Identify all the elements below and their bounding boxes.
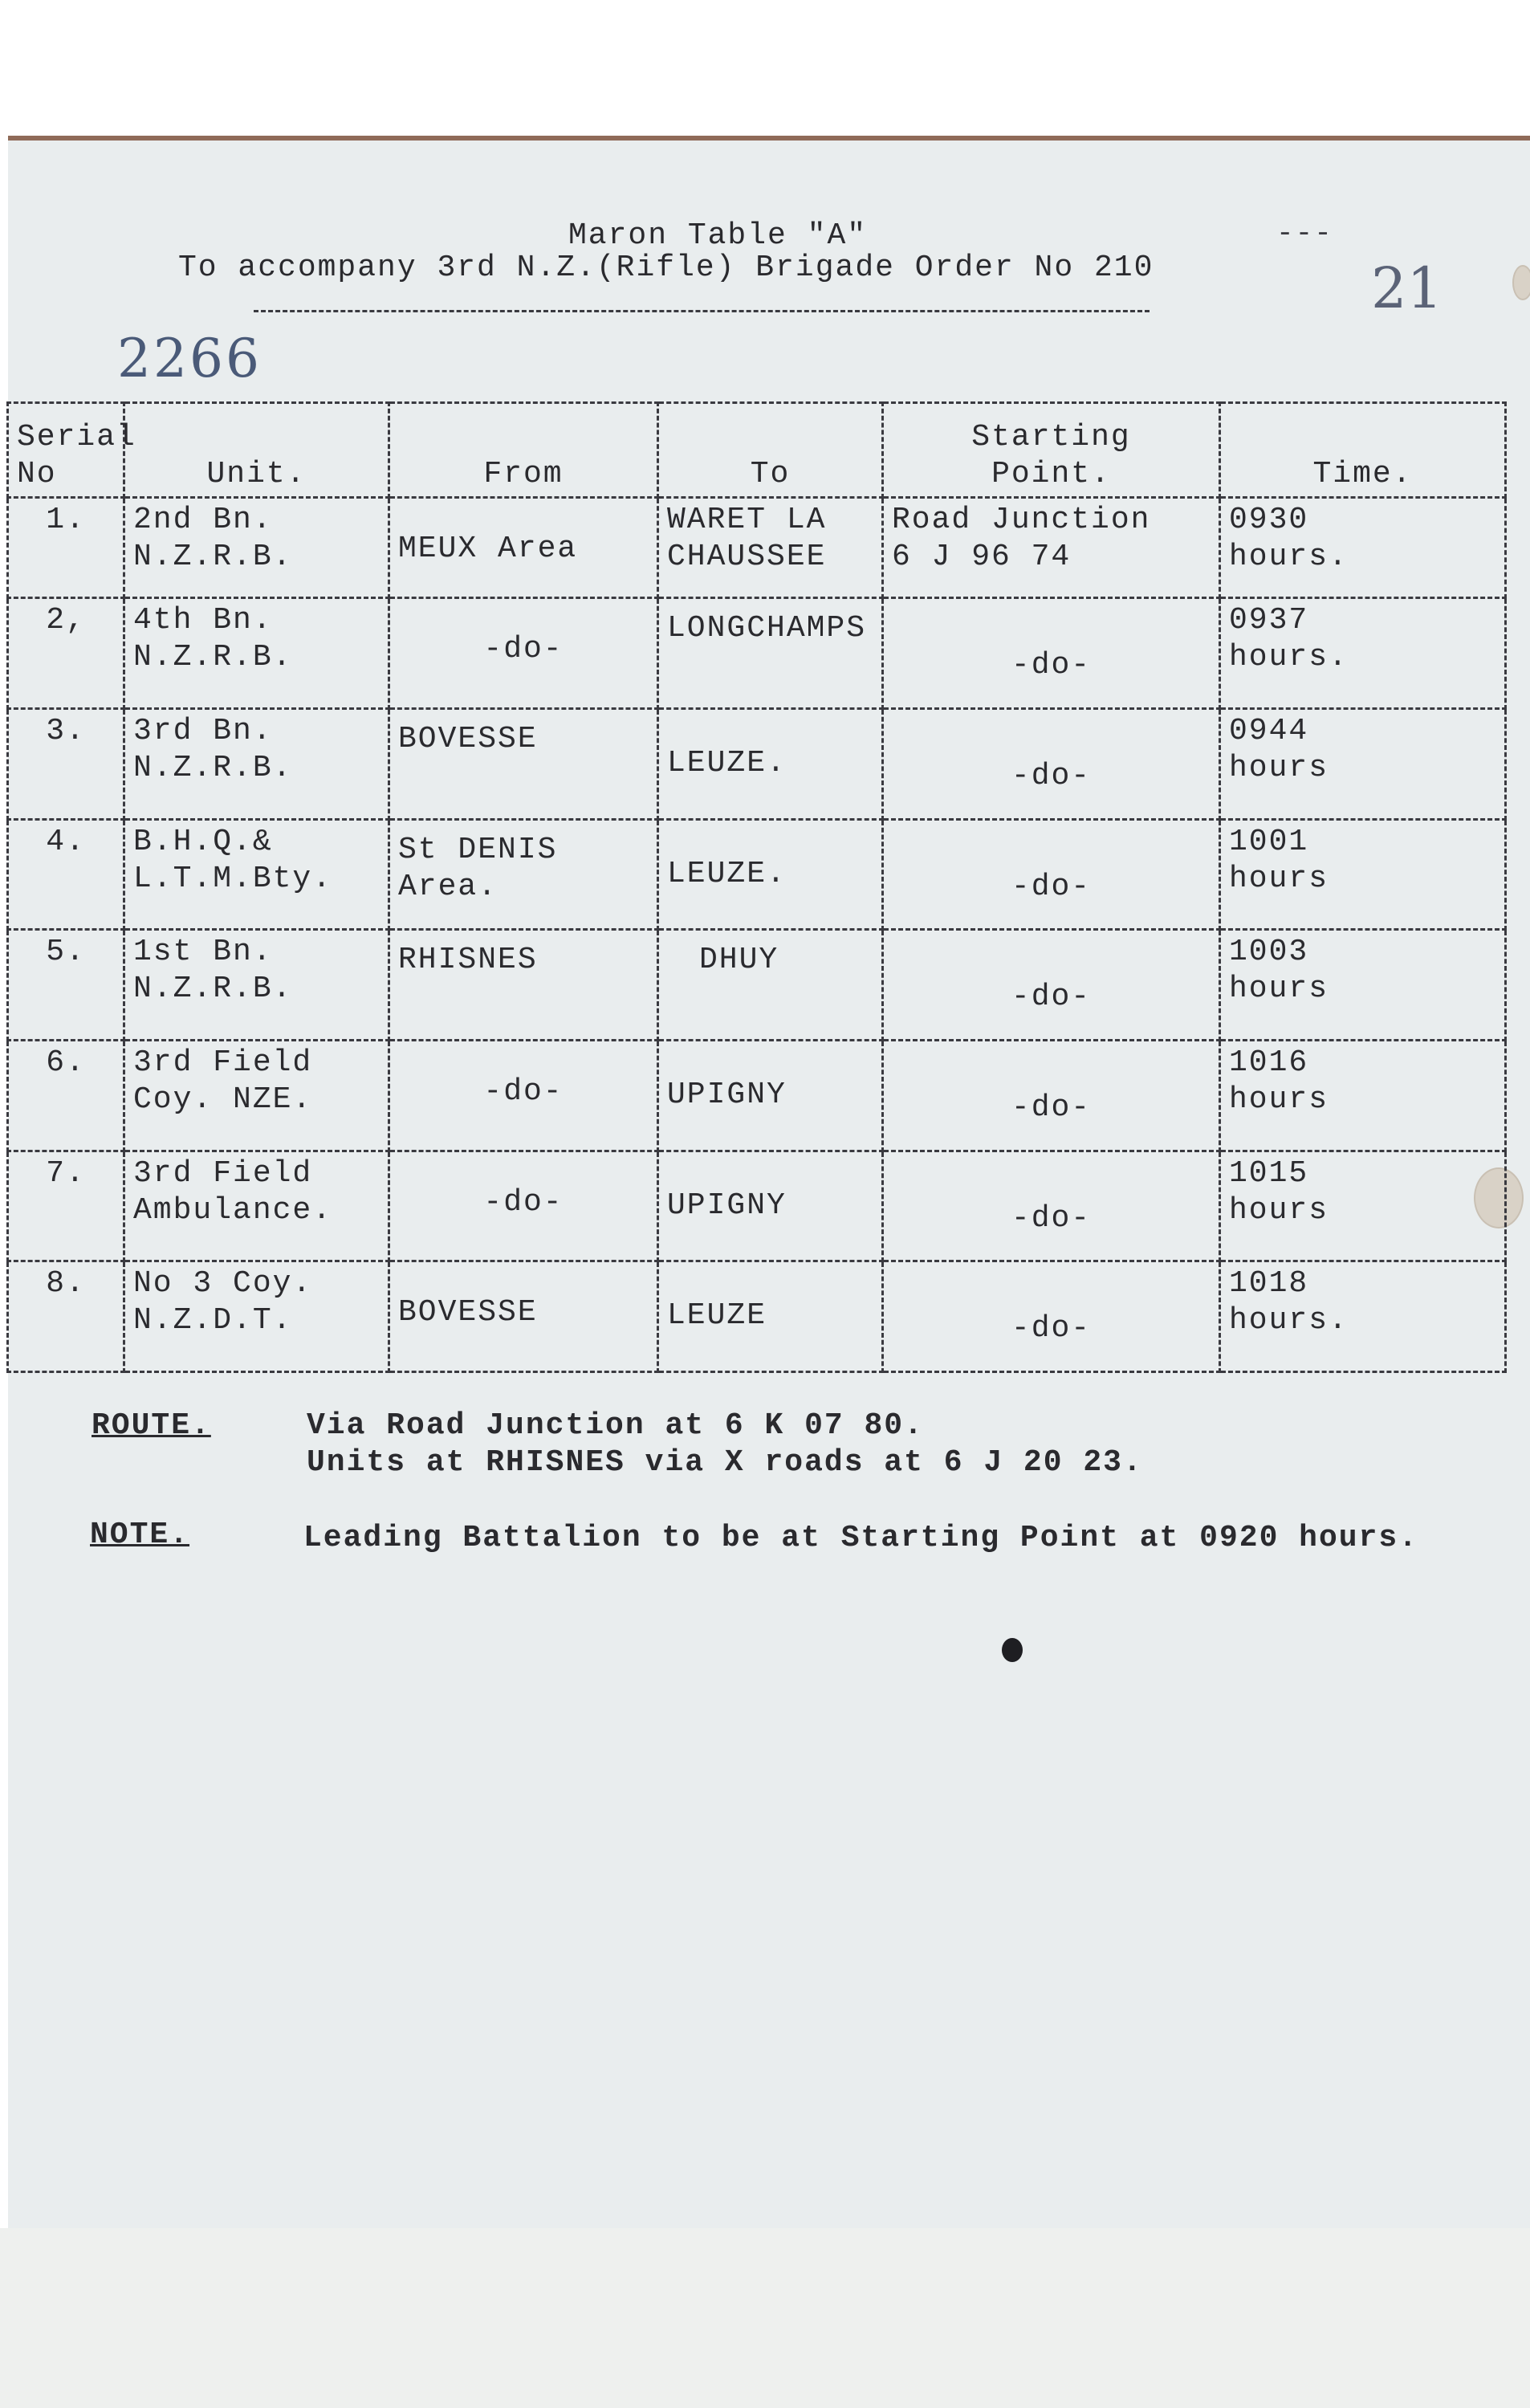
cell-serial: 7. (8, 1151, 124, 1261)
note-label: NOTE. (90, 1518, 190, 1552)
cell-starting-point: -do- (883, 709, 1220, 820)
route-line-2: Units at RHISNES via X roads at 6 J 20 23. (307, 1445, 1143, 1480)
cell-unit: 1st Bn. N.Z.R.B. (124, 930, 389, 1041)
route-label: ROUTE. (92, 1408, 211, 1443)
table-row (8, 598, 1506, 709)
cell-from: MEUX Area (389, 498, 658, 598)
table-row (8, 1261, 1506, 1372)
cell-serial: 6. (8, 1041, 124, 1151)
cell-from: -do- (389, 1151, 658, 1261)
cell-time: 0944 hours (1220, 709, 1506, 820)
cell-time: 1018 hours. (1220, 1261, 1506, 1372)
header-unit: Unit. (124, 403, 389, 498)
cell-from: RHISNES (389, 930, 658, 1041)
page-underlay (0, 2228, 1530, 2408)
cell-time: 0937 hours. (1220, 598, 1506, 709)
cell-to: UPIGNY (658, 1041, 883, 1151)
cell-to: LEUZE. (658, 819, 883, 930)
table-row (8, 1151, 1506, 1261)
cell-time: 0930 hours. (1220, 498, 1506, 598)
cell-starting-point: -do- (883, 1261, 1220, 1372)
cell-time: 1016 hours (1220, 1041, 1506, 1151)
cell-from: St DENIS Area. (389, 819, 658, 930)
table-header-row (8, 403, 1506, 498)
cell-serial: 5. (8, 930, 124, 1041)
cell-time: 1003 hours (1220, 930, 1506, 1041)
route-line-1: Via Road Junction at 6 K 07 80. (307, 1408, 924, 1443)
cell-unit: 3rd Bn. N.Z.R.B. (124, 709, 389, 820)
table-row (8, 709, 1506, 820)
cell-time: 1001 hours (1220, 819, 1506, 930)
cell-to: LONGCHAMPS (658, 598, 883, 709)
header-serial: Serial No (8, 403, 124, 498)
cell-unit: B.H.Q.& L.T.M.Bty. (124, 819, 389, 930)
document-title: Maron Table "A" (568, 218, 868, 253)
table-row (8, 1041, 1506, 1151)
page-number: 21 (1371, 255, 1443, 321)
table-row (8, 819, 1506, 930)
cell-unit: 3rd Field Coy. NZE. (124, 1041, 389, 1151)
cell-serial: 3. (8, 709, 124, 820)
cell-unit: 3rd Field Ambulance. (124, 1151, 389, 1261)
title-underline (254, 310, 1150, 312)
cell-to: DHUY (658, 930, 883, 1041)
cell-starting-point: -do- (883, 819, 1220, 930)
ink-blot (1002, 1638, 1023, 1662)
reference-number: 2266 (117, 328, 262, 389)
cell-from: BOVESSE (389, 709, 658, 820)
table-row (8, 498, 1506, 598)
cell-from: BOVESSE (389, 1261, 658, 1372)
table-row (8, 930, 1506, 1041)
cell-serial: 8. (8, 1261, 124, 1372)
cell-starting-point: -do- (883, 930, 1220, 1041)
cell-serial: 1. (8, 498, 124, 598)
cell-serial: 4. (8, 819, 124, 930)
cell-serial: 2, (8, 598, 124, 709)
march-table (6, 401, 1507, 1373)
cell-from: -do- (389, 1041, 658, 1151)
cell-to: UPIGNY (658, 1151, 883, 1261)
cell-starting-point: -do- (883, 1151, 1220, 1261)
cell-time: 1015 hours (1220, 1151, 1506, 1261)
cell-to: WARET LA CHAUSSEE (658, 498, 883, 598)
cell-unit: 2nd Bn. N.Z.R.B. (124, 498, 389, 598)
header-from: From (389, 403, 658, 498)
punch-hole-edge (1512, 265, 1530, 300)
cell-starting-point: -do- (883, 598, 1220, 709)
cell-starting-point: Road Junction 6 J 96 74 (883, 498, 1220, 598)
cell-to: LEUZE (658, 1261, 883, 1372)
cell-unit: 4th Bn. N.Z.R.B. (124, 598, 389, 709)
header-to: To (658, 403, 883, 498)
document-subtitle: To accompany 3rd N.Z.(Rifle) Brigade Order No 210 (178, 251, 1154, 285)
cell-unit: No 3 Coy. N.Z.D.T. (124, 1261, 389, 1372)
note-text: Leading Battalion to be at Starting Point at 0920 hours. (303, 1521, 1419, 1555)
cell-starting-point: -do- (883, 1041, 1220, 1151)
header-time: Time. (1220, 403, 1506, 498)
cell-to: LEUZE. (658, 709, 883, 820)
cell-from: -do- (389, 598, 658, 709)
header-starting-point: Starting Point. (883, 403, 1220, 498)
top-right-marks: --- (1276, 217, 1333, 250)
